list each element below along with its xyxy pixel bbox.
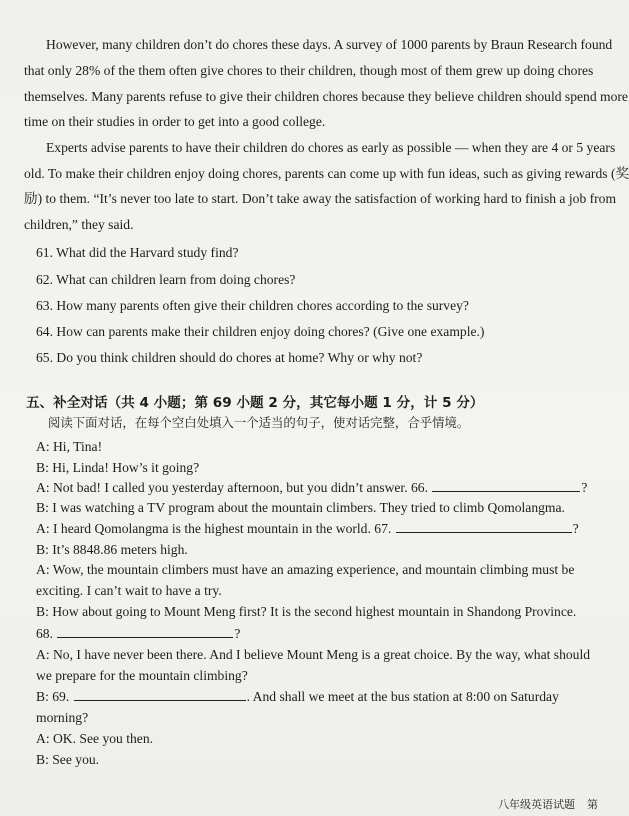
dialog-line: A: No, I have never been there. And I believe Mount Meng is a great choice. By the way, what should bbox=[36, 647, 591, 662]
passage-line: old. To make their children enjoy doing chores, parents can come up with fun ideas, such as giving rewards (奖 bbox=[24, 166, 629, 181]
passage-line: that only 28% of the them often give chores to their children, though most of them grew up doing chores bbox=[24, 63, 594, 78]
dialog-text: A: I heard Qomolangma is the highest mountain in the world. 67. bbox=[36, 521, 392, 536]
passage-line: children,” they said. bbox=[24, 217, 134, 232]
answer-blank-66[interactable] bbox=[432, 479, 580, 492]
question-65: 65. Do you think children should do chores at home? Why or why not? bbox=[36, 350, 423, 365]
answer-blank-68[interactable] bbox=[57, 625, 233, 638]
dialog-line bbox=[36, 520, 629, 538]
question-62: 62. What can children learn from doing chores? bbox=[36, 272, 296, 287]
dialog-line: A: Hi, Tina! bbox=[36, 439, 103, 454]
dialog-line: B: See you. bbox=[36, 752, 100, 767]
footer-page: 第 bbox=[587, 798, 598, 811]
question-64: 64. How can parents make their children enjoy doing chores? (Give one example.) bbox=[36, 324, 485, 339]
answer-blank-67[interactable] bbox=[396, 520, 572, 533]
passage-line: 励) to them. “It’s never too late to start. Don’t take away the satisfaction of working hard to finish a job from bbox=[24, 191, 617, 206]
dialog-line: B: Hi, Linda! How’s it going? bbox=[36, 460, 200, 475]
dialog-text: A: Not bad! I called you yesterday afternoon, but you didn’t answer. 66. bbox=[36, 480, 428, 495]
question-63: 63. How many parents often give their children chores according to the survey? bbox=[36, 298, 469, 313]
dialog-line bbox=[36, 688, 629, 706]
dialog-line: exciting. I can’t wait to have a try. bbox=[36, 583, 222, 598]
answer-blank-69[interactable] bbox=[74, 688, 246, 701]
dialog-text: ? bbox=[572, 521, 579, 536]
passage-line: However, many children don’t do chores these days. A survey of 1000 parents by Braun Research found bbox=[46, 37, 613, 52]
question-61: 61. What did the Harvard study find? bbox=[36, 245, 239, 260]
dialog-line bbox=[36, 479, 629, 497]
passage-line: Experts advise parents to have their children do chores as early as possible — when they are 4 or 5 years bbox=[46, 140, 616, 155]
passage-line: themselves. Many parents refuse to give their children chores because they believe children should spend more bbox=[24, 89, 628, 104]
dialog-text: ? bbox=[581, 480, 588, 495]
passage-line: time on their studies in order to get into a good college. bbox=[24, 114, 326, 129]
dialog-line: B: How about going to Mount Meng first? It is the second highest mountain in Shandong Province. bbox=[36, 604, 577, 619]
dialog-text: . And shall we meet at the bus station at 8:00 on Saturday bbox=[246, 689, 559, 704]
dialog-line: B: It’s 8848.86 meters high. bbox=[36, 542, 188, 557]
dialog-text: 68. bbox=[36, 626, 53, 641]
footer-title: 八年级英语试题 bbox=[498, 798, 575, 811]
dialog-text: B: 69. bbox=[36, 689, 70, 704]
page-footer bbox=[498, 796, 598, 812]
dialog-line: A: OK. See you then. bbox=[36, 731, 154, 746]
section-instruction: 阅读下面对话，在每个空白处填入一个适当的句子，使对话完整，合乎情境。 bbox=[48, 415, 470, 430]
dialog-line bbox=[36, 625, 629, 643]
dialog-line: B: I was watching a TV program about the mountain climbers. They tried to climb Qomolangma. bbox=[36, 500, 565, 515]
dialog-line: we prepare for the mountain climbing? bbox=[36, 668, 248, 683]
dialog-line: A: Wow, the mountain climbers must have an amazing experience, and mountain climbing must be bbox=[36, 562, 575, 577]
dialog-text: ? bbox=[234, 626, 241, 641]
dialog-line: morning? bbox=[36, 710, 89, 725]
section-heading: 五、补全对话（共 4 小题；第 69 小题 2 分，其它每小题 1 分，计 5 分） bbox=[26, 395, 484, 411]
